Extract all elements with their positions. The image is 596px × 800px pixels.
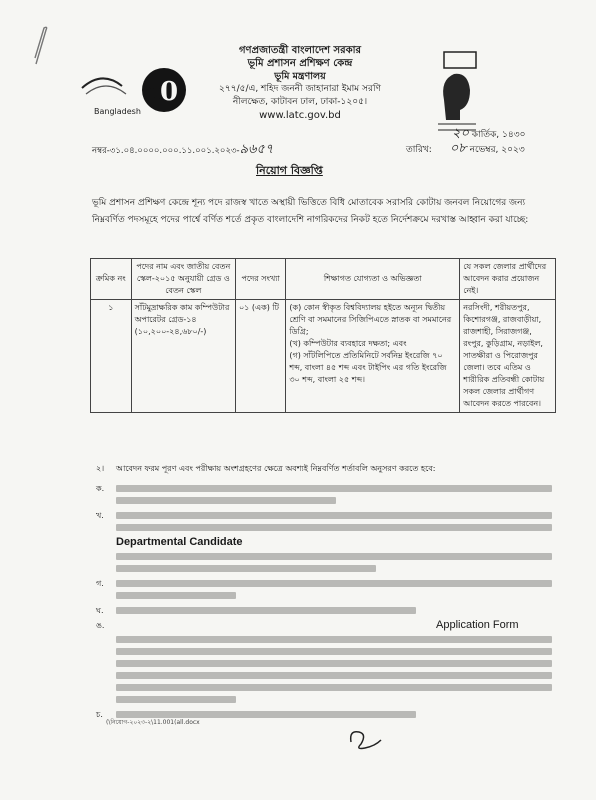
condition-kha xyxy=(96,509,552,572)
condition-uma xyxy=(96,619,552,703)
ministry-name: ভূমি মন্ত্রণালয় xyxy=(274,71,326,82)
col-serial-header: ক্রমিক নং xyxy=(91,259,132,300)
col-qualification-header: শিক্ষাগত যোগ্যতা ও অভিজ্ঞতা xyxy=(286,259,460,300)
section-2-number: ২। xyxy=(96,464,105,473)
condition-kha-mark: খ. xyxy=(96,511,104,520)
condition-gha-mark: ঘ. xyxy=(96,606,104,615)
table-header-row xyxy=(91,259,556,300)
condition-gha xyxy=(96,604,552,614)
cell-count: ০১ (এক) টি xyxy=(235,300,285,413)
section-2-lead xyxy=(96,462,552,475)
qualification-b: (খ) কম্পিউটার ব্যবহারে দক্ষতা; এবং xyxy=(289,339,407,348)
vacancy-table xyxy=(90,258,556,413)
intro-paragraph: ভূমি প্রশাসন প্রশিক্ষণ কেন্দ্রে শূন্য পদে রাজস্ব খাতে অস্থায়ী ভিত্তিতে বিধি মোতাবেক সরাসরি কোটায় জনবল নিয়োগের জন্য নিম্নবর্ণিত পদসমূহে পদের পার্শ্বে বর্ণিত শর্তে প্রকৃত বাংলাদেশি নাগরিকদের নিকট হতে নির্দেশক্রমে দরখাস্ত আহ্বান করা যাচ্ছে: xyxy=(92,198,529,225)
col-districts-header: যে সকল জেলার প্রার্থীদের আবেদন করার প্রয়োজন নেই। xyxy=(460,259,556,300)
keyword-departmental-candidate: Departmental Candidate xyxy=(116,536,243,548)
file-path-footer: (\নিয়োগ-২০২৩-২\11.001(all.docx xyxy=(106,719,200,726)
memo-number xyxy=(92,140,273,161)
col-count-header: পদের সংখ্যা xyxy=(235,259,285,300)
date-en-day: ০৮ xyxy=(449,141,467,156)
mujib-borsho-logo xyxy=(430,50,484,136)
col-post-header: পদের নাম এবং জাতীয় বেতন স্কেল-২০১৫ অনুযায়ী গ্রেড ও বেতন স্কেল xyxy=(131,259,235,300)
section-2-text: আবেদন ফরম পূরণ এবং পরীক্ষায় অংশগ্রহণের ক্ষেত্রে অবশ্যই নিম্নবর্ণিত শর্তাবলি অনুসরণ করতে হবে: xyxy=(116,464,436,473)
svg-text:5: 5 xyxy=(144,74,164,107)
date-bn-month-year: কার্তিক, ১৪৩০ xyxy=(471,130,526,140)
govt-name: গণপ্রজাতন্ত্রী বাংলাদেশ সরকার xyxy=(239,45,361,56)
cell-post: সাঁটমুদ্রাক্ষরিক কাম কম্পিউটার অপারেটর গ্রেড-১৪ (১০,২০০-২৪,৬৮০/-) xyxy=(131,300,235,413)
table-row xyxy=(91,300,556,413)
notice-title: নিয়োগ বিজ্ঞপ্তি xyxy=(256,164,323,177)
website-url: www.latc.gov.bd xyxy=(259,110,341,121)
qualification-c: (গ) সাঁটলিপিতে প্রতিমিনিটে সর্বনিম্ন ইংরেজি ৭০ শব্দ, বাংলা ৪৫ শব্দ এবং টাইপিং এর গতি ইংরেজি ৩০ শব্দ, বাংলা ২৫ শব্দ। xyxy=(289,351,447,384)
signature-icon xyxy=(345,724,385,754)
qualification-a: (ক) কোন স্বীকৃত বিশ্ববিদ্যালয় হইতে অন্যূন দ্বিতীয় শ্রেণি বা সমমানের সিজিপিএতে স্নাতক বা সমমানের ডিগ্রি; xyxy=(289,303,452,336)
svg-text:Bangladesh: Bangladesh xyxy=(94,107,141,116)
condition-ga-mark: গ. xyxy=(96,579,104,588)
cell-qualification xyxy=(286,300,460,413)
keyword-application-form: Application Form xyxy=(436,619,519,631)
address-line-1: ২৭৭/৫/এ, শহিদ জননী জাহানারা ইমাম সরণি xyxy=(219,84,381,94)
cell-districts: নরসিংদী, শরীয়তপুর, কিশোরগঞ্জ, রাজবাড়ীয়া, রাজশাহী, সিরাজগঞ্জ, রংপুর, কুড়িগ্রাম, নড়াইল, সাতক্ষীরা ও পিরোজপুর জেলা। তবে এতিম ও শারীরিক প্রতিবন্ধী কোটায় সকল জেলার প্রার্থীগণ আবেদন করতে পারবেন। xyxy=(460,300,556,413)
office-name: ভূমি প্রশাসন প্রশিক্ষণ কেন্দ্র xyxy=(247,58,353,69)
date-en-month-year: নভেম্বর, ২০২৩ xyxy=(469,145,525,155)
date-label: তারিখ: xyxy=(406,145,432,155)
svg-text:0: 0 xyxy=(160,77,179,107)
issue-date xyxy=(406,127,525,157)
condition-cha-mark: চ. xyxy=(96,710,103,719)
date-bn-day: ২০ xyxy=(452,126,469,141)
office-header xyxy=(170,44,430,122)
memo-prefix: নম্বর-৩১.০৪.০০০০.০০০.১১.০০১.২০২৩- xyxy=(92,146,240,156)
memo-handwritten-number: ৯৬৫৭ xyxy=(239,142,274,157)
address-line-2: নীলক্ষেত, কাটাবন ঢাল, ঢাকা-১২০৫। xyxy=(232,97,368,107)
condition-ka xyxy=(96,482,552,504)
conditions-list xyxy=(96,482,552,723)
paper-clip-icon xyxy=(32,26,50,66)
mujib-portrait-icon xyxy=(430,50,484,136)
cell-serial: ১ xyxy=(91,300,132,413)
condition-uma-mark: ঙ. xyxy=(96,621,105,630)
condition-ka-mark: ক. xyxy=(96,484,105,493)
condition-ga xyxy=(96,577,552,599)
